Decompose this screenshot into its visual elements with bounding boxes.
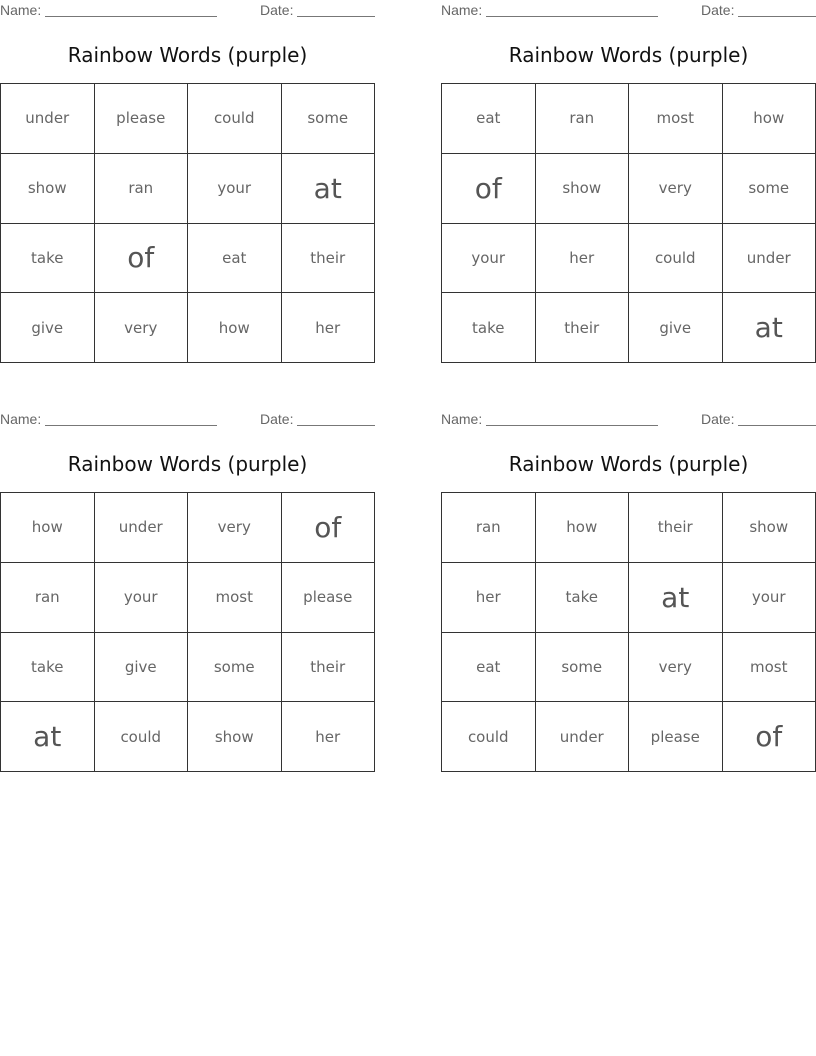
grid-cell: take: [442, 293, 536, 363]
name-label: Name:: [441, 411, 483, 427]
grid-cell: most: [723, 633, 816, 703]
card-title: Rainbow Words (purple): [67, 43, 308, 67]
grid-cell: take: [1, 633, 95, 703]
grid-cell: some: [282, 84, 376, 154]
grid-cell: give: [1, 293, 95, 363]
grid-cell: eat: [442, 633, 536, 703]
grid-cell: at: [1, 702, 95, 772]
name-date-header: [0, 2, 375, 18]
grid-cell: eat: [442, 84, 536, 154]
grid-cell: ran: [442, 493, 536, 563]
name-blank-line: [486, 16, 658, 17]
name-blank-line: [486, 425, 658, 426]
grid-cell: ran: [536, 84, 630, 154]
grid-cell: show: [536, 154, 630, 224]
grid-cell: show: [723, 493, 816, 563]
grid-cell: show: [188, 702, 282, 772]
grid-cell: her: [282, 293, 376, 363]
grid-cell: give: [629, 293, 723, 363]
grid-cell: their: [629, 493, 723, 563]
date-label: Date:: [701, 411, 735, 427]
grid-cell: take: [1, 224, 95, 294]
grid-cell: your: [442, 224, 536, 294]
grid-cell: some: [723, 154, 816, 224]
name-blank-line: [45, 16, 217, 17]
grid-cell: how: [188, 293, 282, 363]
grid-cell: under: [95, 493, 189, 563]
grid-cell: ran: [1, 563, 95, 633]
bingo-card-1: [0, 0, 375, 380]
grid-cell: under: [723, 224, 816, 294]
word-grid: [441, 492, 816, 772]
grid-cell: her: [536, 224, 630, 294]
card-title: Rainbow Words (purple): [67, 452, 308, 476]
name-blank-line: [45, 425, 217, 426]
grid-cell: take: [536, 563, 630, 633]
grid-cell: could: [188, 84, 282, 154]
grid-cell: her: [282, 702, 376, 772]
grid-cell: please: [95, 84, 189, 154]
grid-cell: at: [629, 563, 723, 633]
grid-cell: some: [188, 633, 282, 703]
grid-cell: very: [629, 633, 723, 703]
grid-cell: ran: [95, 154, 189, 224]
date-blank-line: [738, 16, 816, 17]
grid-cell: most: [629, 84, 723, 154]
date-label: Date:: [260, 411, 294, 427]
grid-cell: could: [442, 702, 536, 772]
bingo-card-3: [0, 409, 375, 789]
grid-cell: some: [536, 633, 630, 703]
grid-cell: of: [723, 702, 816, 772]
grid-cell: at: [723, 293, 816, 363]
grid-cell: their: [282, 224, 376, 294]
date-label: Date:: [260, 2, 294, 18]
name-label: Name:: [0, 2, 42, 18]
card-title: Rainbow Words (purple): [508, 452, 749, 476]
grid-cell: please: [282, 563, 376, 633]
name-date-header: [441, 2, 816, 18]
date-label: Date:: [701, 2, 735, 18]
grid-cell: please: [629, 702, 723, 772]
date-blank-line: [297, 425, 375, 426]
grid-cell: their: [536, 293, 630, 363]
grid-cell: very: [188, 493, 282, 563]
date-blank-line: [297, 16, 375, 17]
word-grid: [0, 492, 375, 772]
word-grid: [0, 83, 375, 363]
grid-cell: very: [629, 154, 723, 224]
grid-cell: at: [282, 154, 376, 224]
grid-cell: most: [188, 563, 282, 633]
bingo-card-2: [441, 0, 816, 380]
name-label: Name:: [441, 2, 483, 18]
grid-cell: could: [629, 224, 723, 294]
grid-cell: of: [442, 154, 536, 224]
grid-cell: of: [95, 224, 189, 294]
grid-cell: of: [282, 493, 376, 563]
grid-cell: your: [723, 563, 816, 633]
grid-cell: very: [95, 293, 189, 363]
name-label: Name:: [0, 411, 42, 427]
grid-cell: could: [95, 702, 189, 772]
grid-cell: show: [1, 154, 95, 224]
grid-cell: your: [188, 154, 282, 224]
grid-cell: how: [1, 493, 95, 563]
word-grid: [441, 83, 816, 363]
grid-cell: her: [442, 563, 536, 633]
name-date-header: [441, 411, 816, 427]
grid-cell: their: [282, 633, 376, 703]
grid-cell: give: [95, 633, 189, 703]
grid-cell: under: [536, 702, 630, 772]
grid-cell: how: [536, 493, 630, 563]
grid-cell: your: [95, 563, 189, 633]
name-date-header: [0, 411, 375, 427]
card-title: Rainbow Words (purple): [508, 43, 749, 67]
grid-cell: how: [723, 84, 816, 154]
grid-cell: eat: [188, 224, 282, 294]
date-blank-line: [738, 425, 816, 426]
grid-cell: under: [1, 84, 95, 154]
bingo-card-4: [441, 409, 816, 789]
